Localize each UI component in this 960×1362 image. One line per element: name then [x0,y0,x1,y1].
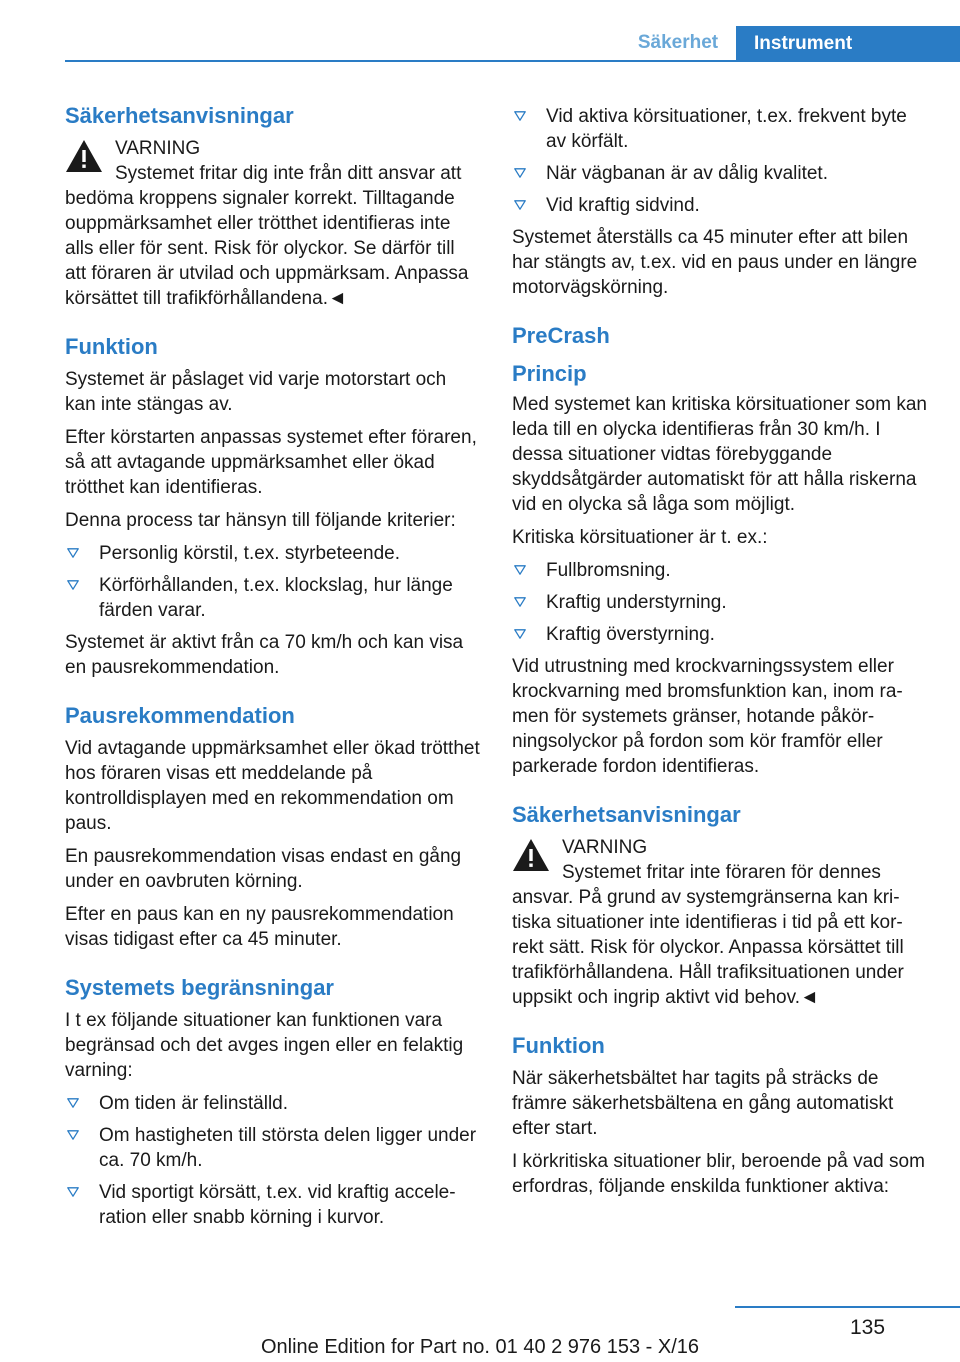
page-number: 135 [850,1316,886,1339]
warning-heading: VARNING [115,138,201,159]
warning-heading: VARNING [562,837,648,858]
list-item [65,1180,480,1230]
footer-divider [735,1306,960,1308]
section-title-pausrekommendation: Pausrekommendation [65,703,295,728]
warning-triangle-icon [512,838,550,872]
right-column [512,100,927,1207]
section-title-sakerhetsanvisningar: Säkerhetsanvisningar [512,802,741,827]
bullet-triangle-icon [67,1130,79,1140]
list-item [512,193,927,218]
paragraph: Systemet återställs ca 45 minuter efter att bilen har stängts av, t.ex. vid en paus under en längre motorvägskörning. [512,227,918,298]
bullet-triangle-icon [514,597,526,607]
list-item-text: När vägbanan är av dålig kvalitet. [546,163,828,184]
list-item-text: Vid aktiva körsituationer, t.ex. frekvent byte av körfält. [546,106,907,152]
list-item [65,541,480,566]
list-item [512,622,927,647]
paragraph: I körkritiska situationer blir, beroende på vad som erfordras, följande enskilda funktioner aktiva: [512,1151,925,1197]
list-item [512,558,927,583]
bullet-list [65,1091,480,1230]
paragraph: Med systemet kan kritiska körsituationer som kan leda till en olycka identifieras från 30 km/h. I dessa situationer vidtas förebyggande skyddsåtgärder automatiskt för att hålla riskerna vid en olycka så låga som möjligt. [512,394,927,515]
warning-triangle-icon [65,139,103,173]
section-title-systemets-begransningar: Systemets begränsningar [65,975,334,1000]
bullet-triangle-icon [67,548,79,558]
list-item [512,161,927,186]
list-item-text: Vid kraftig sidvind. [546,195,700,216]
bullet-triangle-icon [514,565,526,575]
list-item-text: Kraftig överstyrning. [546,624,715,645]
list-item [512,590,927,615]
bullet-list [65,541,480,623]
warning-box [512,835,927,1010]
bullet-triangle-icon [514,629,526,639]
paragraph: Vid utrustning med krockvarningssystem eller krockvarning med bromsfunktion kan, inom ramen för systemets gränser, hotande påkörningsolyckor på fordon som kör framför eller parkerade fordon identifieras. [512,656,903,777]
header-divider [65,60,960,62]
list-item [65,1123,480,1173]
list-item [65,573,480,623]
bullet-triangle-icon [67,1187,79,1197]
online-edition-footer: Online Edition for Part no. 01 40 2 976 153 - X/16 [260,1336,700,1358]
paragraph: I t ex följande situationer kan funktionen vara begränsad och det avges ingen eller en felaktig varning: [65,1010,464,1081]
bullet-triangle-icon [514,111,526,121]
paragraph: Systemet är påslaget vid varje motorstart och kan inte stängas av. [65,369,447,415]
left-column [65,100,480,1237]
warning-text: Systemet fritar dig inte från ditt ansvar att bedöma kroppens signaler korrekt. Tilltagande ouppmärksamhet eller trötthet identifieras inte alls eller för sent. Risk för olyckor. Se därför till att föraren är utvilad och uppmärksam. Anpassa körsättet till trafikförhållandena.◄ [65,163,469,309]
paragraph: Kritiska körsituationer är t. ex.: [512,527,768,548]
list-item-text: Kraftig understyrning. [546,592,727,613]
section-title-funktion: Funktion [65,334,158,359]
bullet-list [512,558,927,647]
section-title-princip: Princip [512,361,587,386]
list-item-text: Personlig körstil, t.ex. styrbeteende. [99,543,400,564]
list-item [512,104,927,154]
section-title-sakerhetsanvisningar: Säkerhetsanvisningar [65,103,294,128]
paragraph: När säkerhetsbältet har tagits på sträcks de främre säkerhetsbältena en gång automatiskt efter start. [512,1068,894,1139]
warning-text: Systemet fritar inte föraren för dennes ansvar. På grund av systemgränserna kan kritiska situationer inte identifieras i tid på ett korrekt sätt. Risk för olyckor. Anpassa körsättet till trafikförhållandena. Håll trafiksituationen under uppsikt och ingrip aktivt vid behov.◄ [512,862,904,1008]
list-item-text: Körförhållanden, t.ex. klockslag, hur länge färden varar. [99,575,453,621]
paragraph: Vid avtagande uppmärksamhet eller ökad trötthet hos föraren visas ett meddelande på kontrolldisplayen med en rekommendation om paus. [65,738,480,834]
list-item-text: Fullbromsning. [546,560,671,581]
paragraph: Efter körstarten anpassas systemet efter föraren, så att avtagande uppmärksamhet eller ökad trötthet kan identifieras. [65,427,477,498]
section-title-precrash: PreCrash [512,323,610,348]
section-title-funktion: Funktion [512,1033,605,1058]
header-tab-sakerhet[interactable]: Säkerhet [637,32,719,53]
list-item-text: Om tiden är felinställd. [99,1093,289,1114]
paragraph: Efter en paus kan en ny pausrekommendation visas tidigast efter ca 45 minuter. [65,904,454,950]
bullet-triangle-icon [514,168,526,178]
paragraph: Denna process tar hänsyn till följande kriterier: [65,510,456,531]
bullet-triangle-icon [514,200,526,210]
bullet-triangle-icon [67,1098,79,1108]
list-item-text: Om hastigheten till största delen ligger under ca. 70 km/h. [99,1125,477,1171]
list-item [65,1091,480,1116]
paragraph: Systemet är aktivt från ca 70 km/h och kan visa en pausrekommendation. [65,632,464,678]
bullet-triangle-icon [67,580,79,590]
warning-box [65,136,480,311]
paragraph: En pausrekommendation visas endast en gång under en oavbruten körning. [65,846,462,892]
header-tab-instrument[interactable]: Instrument [736,26,960,62]
list-item-text: Vid sportigt körsätt, t.ex. vid kraftig acceleration eller snabb körning i kurvor. [99,1182,456,1228]
bullet-list [512,104,927,218]
